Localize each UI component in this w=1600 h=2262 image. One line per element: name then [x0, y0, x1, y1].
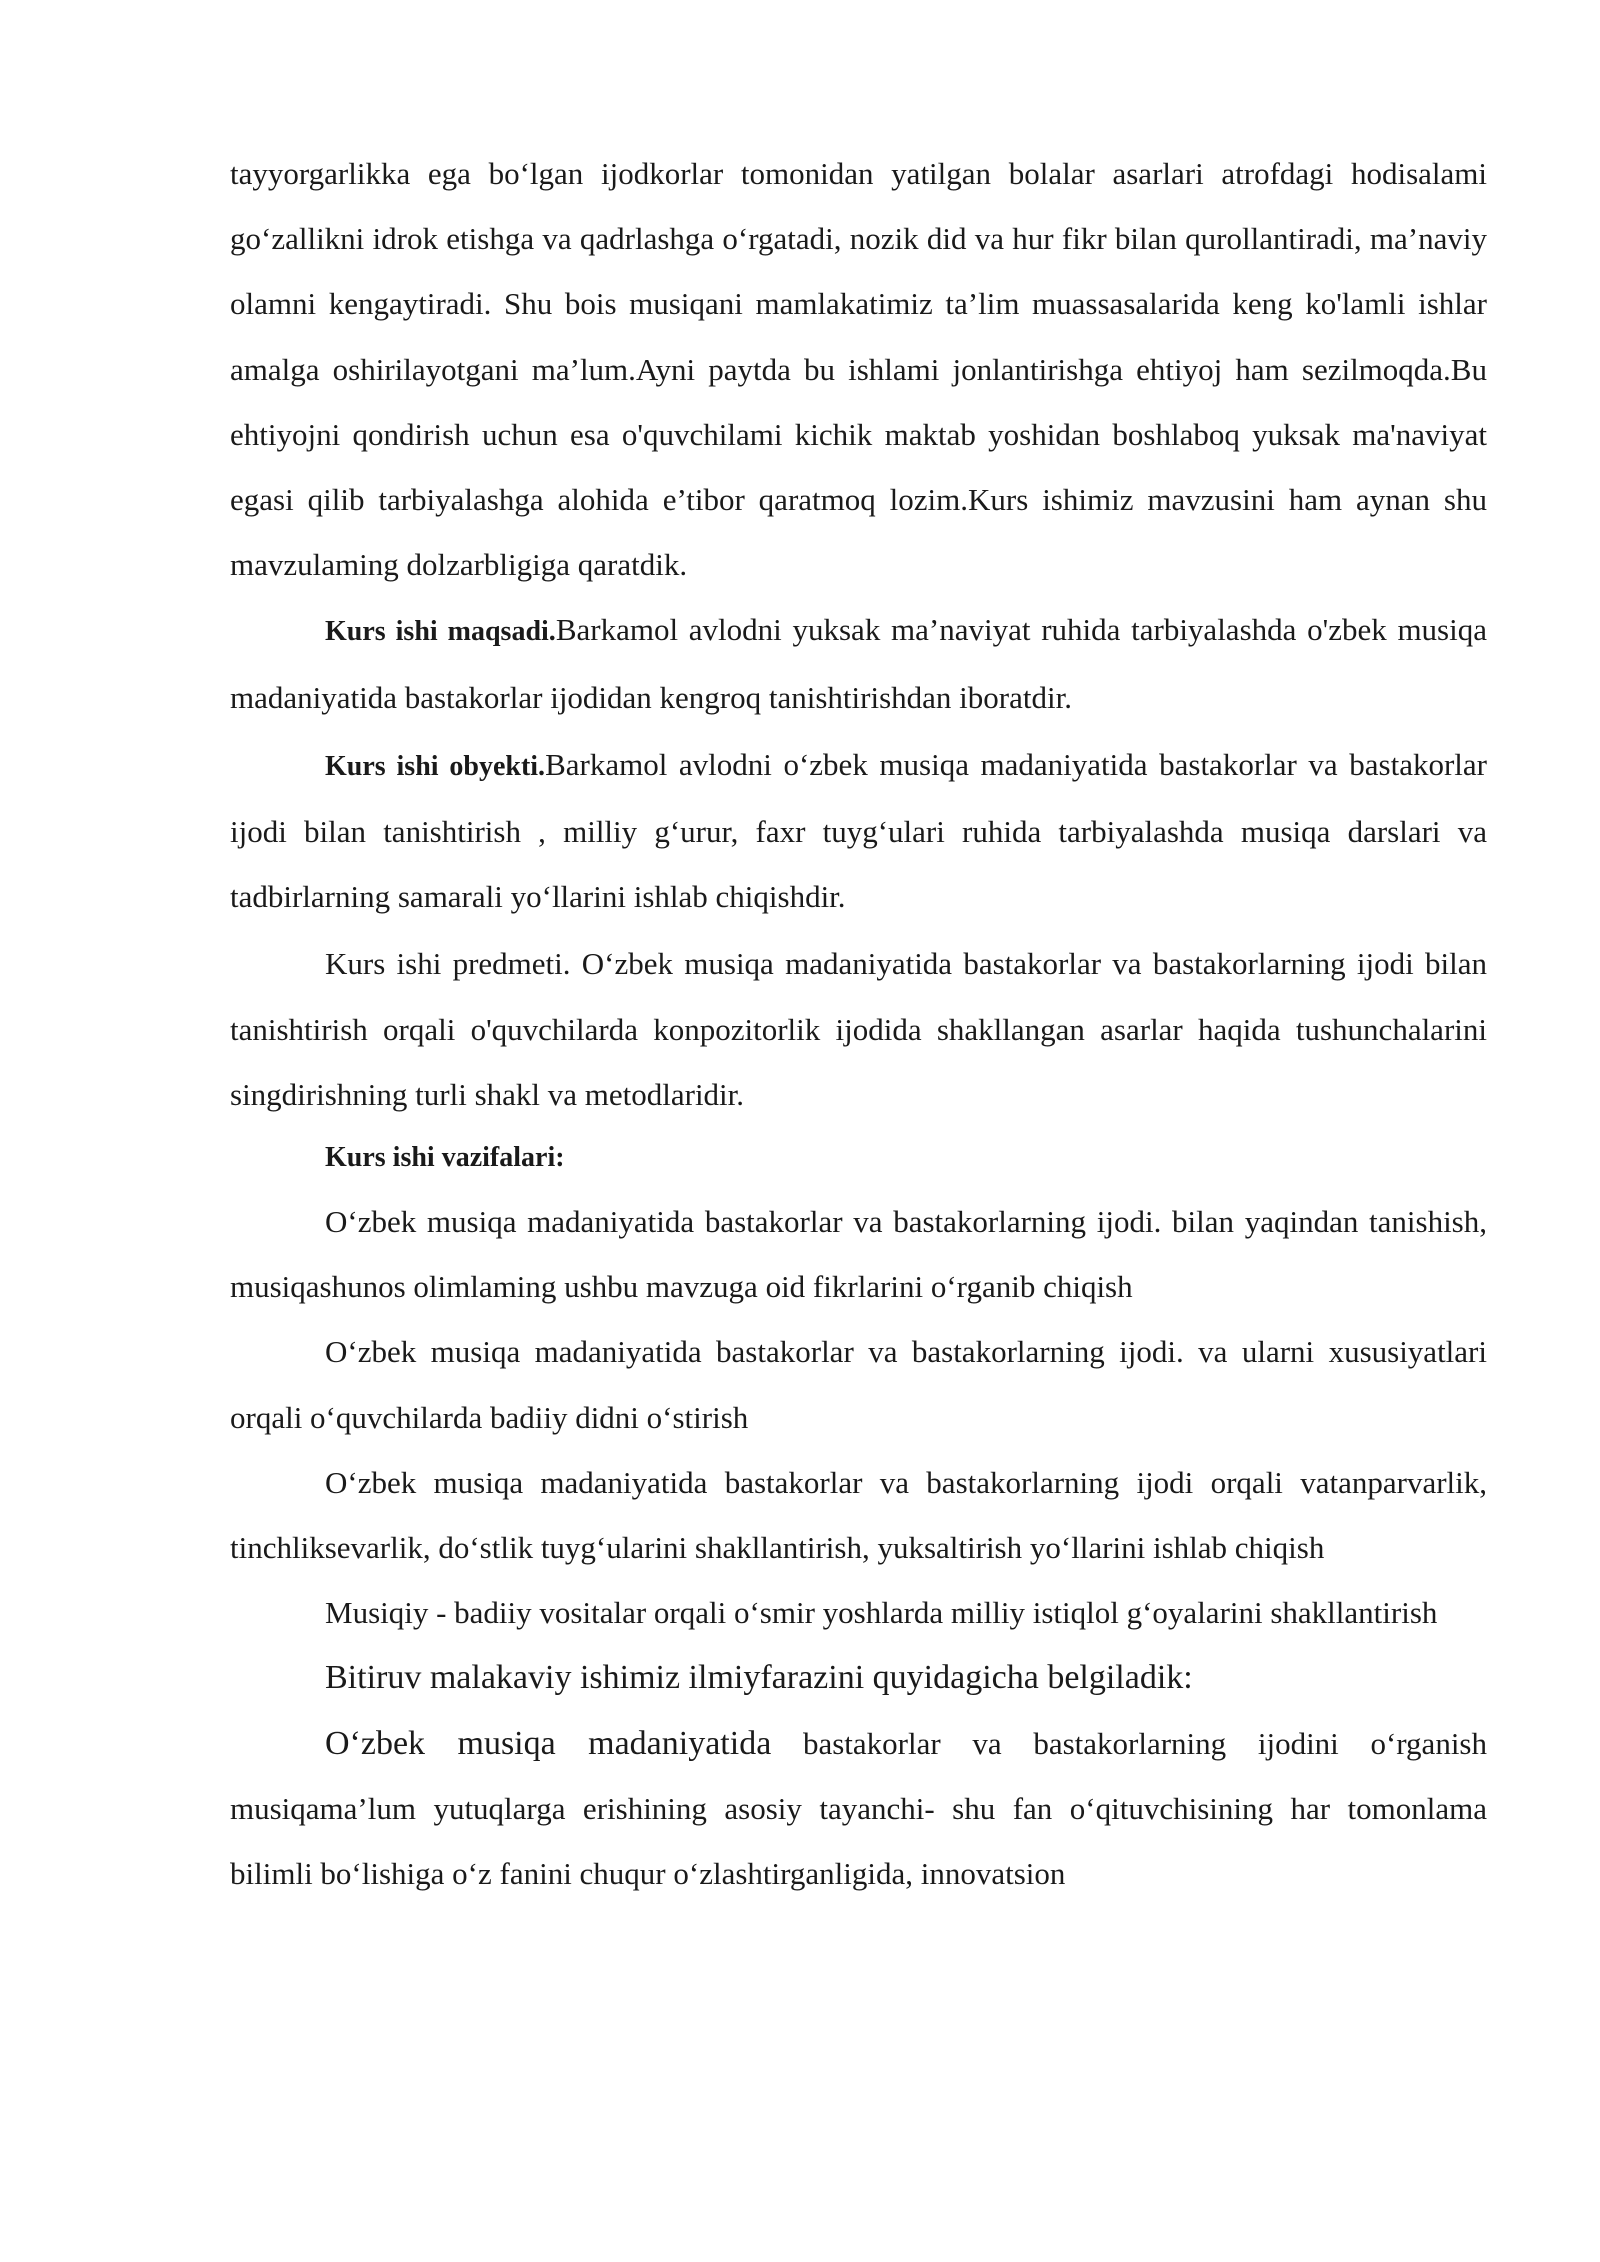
goal-label: Kurs ishi maqsadi.: [325, 616, 556, 648]
task-item-2: O‘zbek musiqa madaniyatida bastakorlar va bastakorlarning ijodi. va ularni xususiyatlari orqali o‘quvchilarda badiiy didni o‘stirish: [230, 1334, 1487, 1435]
paragraph-subject: Kurs ishi predmeti. O‘zbek musiqa madaniyatida bastakorlar va bastakorlarning ijodi bilan tanishtirish orqali o'quvchilarda konpozitorlik ijodida shakllangan asarlar haqida tushunchalarini singdirishning turli shakl va metodlaridir.: [230, 946, 1487, 1112]
hypothesis-intro: Bitiruv malakaviy ishimiz ilmiyfarazini quyidagicha belgiladik:: [325, 1659, 1193, 1697]
task-item-3: O‘zbek musiqa madaniyatida bastakorlar va bastakorlarning ijodi orqali vatanparvarlik, tinchliksevarlik, do‘stlik tuyg‘ularini shakllantirish, yuksaltirish yo‘llarini ishlab chiqish: [230, 1464, 1487, 1566]
document-page: [230, 141, 1487, 1906]
task-item-1: O‘zbek musiqa madaniyatida bastakorlar va bastakorlarning ijodi. bilan yaqindan tanishish, musiqashunos olimlaming ushbu mavzuga oid fikrlarini o‘rganib chiqish: [230, 1204, 1487, 1305]
hypothesis-lead: O‘zbek musiqa madaniyatida: [325, 1724, 772, 1762]
task-item-4: Musiqiy - badiiy vositalar orqali o‘smir yoshlarda milliy istiqlol g‘oyalarini shakllantirish: [325, 1595, 1438, 1631]
hypothesis-text: bastakorlar va bastakorlarning ijodini o‘rganish musiqama’lum yutuqlarga erishining asosiy tayanchi- shu fan o‘qituvchisining har tomonlama bilimli bo‘lishiga o‘z fanini chuqur o‘zlashtirganligida, innovatsion: [230, 1725, 1487, 1892]
goal-text: Barkamol avlodni yuksak ma’naviyat ruhida tarbiyalashda o'zbek musiqa madaniyatida bastakorlar ijodidan kengroq tanishtirishdan iboratdir.: [230, 612, 1487, 715]
object-text: Barkamol avlodni o‘zbek musiqa madaniyatida bastakorlar va bastakorlar ijodi bilan tanishtirish , milliy g‘urur, faxr tuyg‘ulari ruhida tarbiyalashda musiqa darslari va tadbirlarning samarali yo‘llarini ishlab chiqishdir.: [230, 746, 1487, 915]
paragraph-goal: [230, 597, 1487, 729]
paragraph-intro: tayyorgarlikka ega bo‘lgan ijodkorlar tomonidan yatilgan bolalar asarlari atrofdagi hodisalami go‘zallikni idrok etishga va qadrlashga o‘rgatadi, nozik did va hur fikr bilan qurollantiradi, ma’naviy olamni kengaytiradi. Shu bois musiqani mamlakatimiz ta’lim muassasalarida keng ko'lamli ishlar amalga oshirilayotgani ma’lum.Ayni paytda bu ishlami jonlantirishga ehtiyoj ham sezilmoqda.Bu ehtiyojni qondirish uchun esa o'quvchilami kichik maktab yoshidan boshlaboq yuksak ma'naviyat egasi qilib tarbiyalashga alohida e’tibor qaratmoq lozim.Kurs ishimiz mavzusini ham aynan shu mavzulaming dolzarbligiga qaratdik.: [230, 156, 1487, 583]
paragraph-hypothesis: [230, 1711, 1487, 1907]
tasks-heading: Kurs ishi vazifalari:: [325, 1142, 565, 1174]
object-label: Kurs ishi obyekti.: [325, 750, 546, 782]
paragraph-object: [230, 732, 1487, 930]
